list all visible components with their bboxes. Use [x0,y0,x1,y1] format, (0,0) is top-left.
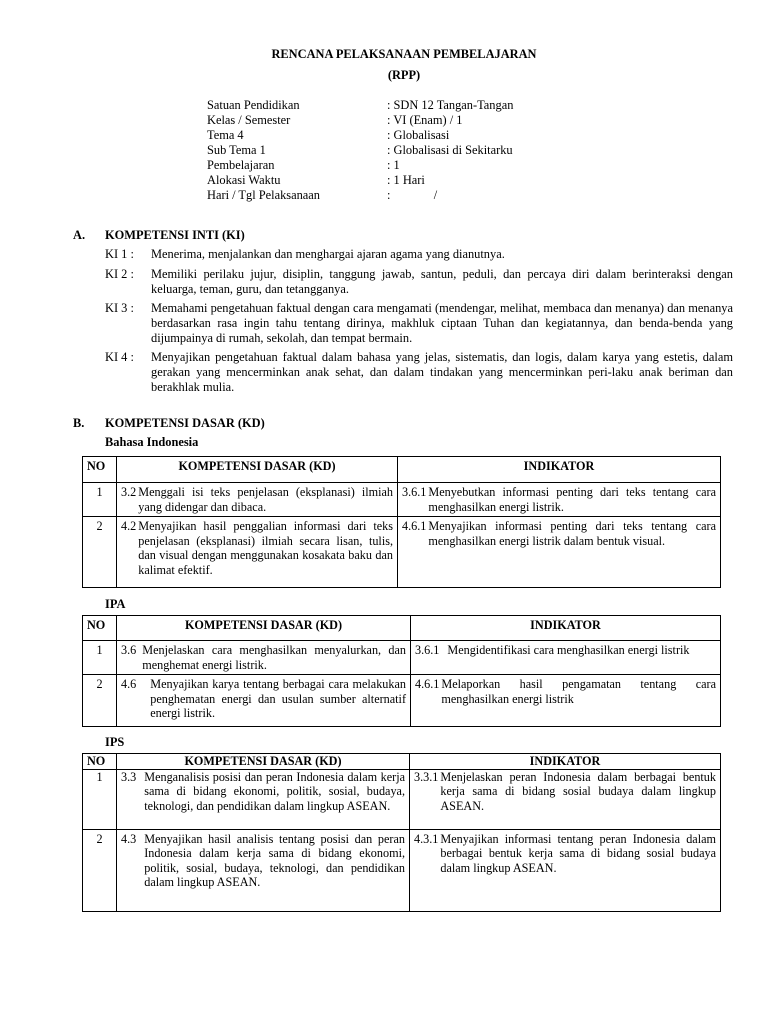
kd-table-bahasa-indonesia [82,456,721,588]
kd-text: Menganalisis posisi dan peran Indonesia dalam kerja sama di bidang ekonomi, politik, sosial, budaya, teknologi, dan pendidikan dalam lingkup ASEAN. [144,769,405,813]
identity-label: Alokasi Waktu [207,173,281,187]
table-header-row [83,616,721,641]
identity-value: : Globalisasi di Sekitarku [387,143,513,157]
ki-text: Memahami pengetahuan faktual dengan cara mengamati (mendengar, melihat, membaca dan menanya) dan menanya berdasarkan rasa ingin tahu tentang dirinya, makhluk ciptaan Tuhan dan kegiatannya, dan benda-benda yang dijumpainya di rumah, sekolah, dan tempat bermain. [151,301,733,345]
subject-title: IPS [105,735,125,749]
identity-value: : / [387,188,438,202]
subject-title: IPA [105,597,126,611]
table-row [83,483,721,517]
kd-cell [117,769,410,829]
kd-text: Menyajikan hasil analisis tentang posisi dan peran Indonesia dalam kerja sama di bidang ekonomi, politik, sosial, budaya, teknologi, dan pendidikan dalam lingkup ASEAN. [144,831,405,889]
identity-row [207,143,547,158]
ki-text: Memiliki perilaku jujur, disiplin, tanggung jawab, santun, peduli, dan percaya diri dalam berinteraksi dengan keluarga, teman, guru, dan tetangganya. [151,267,733,296]
indikator-text: Menyebutkan informasi penting dari teks tentang cara menghasilkan energi listrik. [428,485,716,514]
kd-text: Menyajikan hasil penggalian informasi dari teks penjelasan (eksplanasi) ilmiah secara lisan, tulis, dan visual dengan menggunakan kosakata baku dan kalimat efektif. [138,519,393,577]
ki-label: KI 2 : [105,267,134,281]
identity-label: Tema 4 [207,128,244,142]
header-kd: KOMPETENSI DASAR (KD) [117,616,411,641]
kd-cell [117,483,398,517]
kd-text: Menjelaskan cara menghasilkan menyalurkan, dan menghemat energi listrik. [142,643,406,672]
kd-number: 4.2 [121,519,137,533]
identity-value: : Globalisasi [387,128,450,142]
indikator-number: 3.6.1 [402,485,427,499]
indikator-text: Menyajikan informasi penting dari teks tentang cara menghasilkan energi listrik dalam bentuk visual. [428,519,716,548]
identity-row [207,188,547,203]
indikator-cell [411,675,721,727]
header-kd: KOMPETENSI DASAR (KD) [117,754,410,770]
indikator-cell [411,641,721,675]
section-a-letter: A. [73,228,86,242]
identity-value: : VI (Enam) / 1 [387,113,463,127]
row-no: 1 [83,483,117,517]
ki-label: KI 3 : [105,301,134,315]
indikator-number: 4.6.1 [415,677,440,691]
header-indikator: INDIKATOR [410,754,721,770]
identity-label: Hari / Tgl Pelaksanaan [207,188,320,202]
indikator-number: 3.3.1 [414,769,439,784]
identity-row [207,128,547,143]
ki-item [105,247,733,262]
kd-table-ips [82,753,721,912]
kd-number: 4.3 [121,831,137,846]
indikator-cell [398,483,721,517]
row-no: 1 [83,769,117,829]
indikator-text: Menyajikan informasi tentang peran Indonesia dalam berbagai bentuk kerja sama di bidang sosial budaya dalam lingkup ASEAN. [440,831,716,875]
ki-text: Menyajikan pengetahuan faktual dalam bahasa yang jelas, sistematis, dan logis, dalam karya yang estetis, dalam gerakan yang mencerminkan anak sehat, dan dalam tindakan yang mencerminkan peri-laku anak beriman dan berakhlak mulia. [151,350,733,394]
indikator-cell [410,769,721,829]
ki-item [105,301,733,346]
kd-cell [117,829,410,911]
kd-cell [117,675,411,727]
kd-table-ipa [82,615,721,727]
indikator-number: 4.6.1 [402,519,427,533]
indikator-cell [398,517,721,588]
kd-cell [117,517,398,588]
table-row [83,641,721,675]
row-no: 2 [83,829,117,911]
identity-value: : 1 [387,158,400,172]
identity-label: Pembelajaran [207,158,275,172]
indikator-cell [410,829,721,911]
ki-item [105,350,733,395]
ki-item [105,267,733,297]
kd-text: Menyajikan karya tentang berbagai cara melakukan penghematan energi dan usulan sumber alternatif energi listrik. [150,677,406,720]
indikator-number: 4.3.1 [414,831,439,846]
kd-number: 3.2 [121,485,137,499]
identity-row [207,173,547,188]
section-a-heading: KOMPETENSI INTI (KI) [105,228,245,242]
ki-label: KI 4 : [105,350,134,364]
identity-value: : SDN 12 Tangan-Tangan [387,98,514,112]
header-kd: KOMPETENSI DASAR (KD) [117,457,398,483]
table-header-row [83,754,721,770]
kd-number: 3.3 [121,769,137,784]
table-row [83,517,721,588]
header-indikator: INDIKATOR [398,457,721,483]
header-no: NO [83,754,117,770]
document-subtitle: (RPP) [387,68,421,82]
header-indikator: INDIKATOR [411,616,721,641]
kd-text: Menggali isi teks penjelasan (eksplanasi) ilmiah yang didengar dan dibaca. [138,485,393,514]
indikator-text: Mengidentifikasi cara menghasilkan energi listrik [447,643,690,657]
indikator-text: Melaporkan hasil pengamatan tentang cara menghasilkan energi listrik [441,677,716,706]
row-no: 2 [83,675,117,727]
header-no: NO [83,616,117,641]
kd-number: 3.6 [121,643,137,657]
header-no: NO [83,457,117,483]
table-row [83,829,721,911]
row-no: 2 [83,517,117,588]
identity-label: Sub Tema 1 [207,143,266,157]
identity-row [207,158,547,173]
ki-label: KI 1 : [105,247,134,261]
identity-value: : 1 Hari [387,173,425,187]
table-row [83,675,721,727]
identity-label: Kelas / Semester [207,113,291,127]
indikator-number: 3.6.1 [415,643,440,657]
section-b-heading: KOMPETENSI DASAR (KD) [105,416,265,430]
kd-number: 4.6 [121,677,137,691]
document-title: RENCANA PELAKSANAAN PEMBELAJARAN [271,47,537,61]
identity-row [207,113,547,128]
row-no: 1 [83,641,117,675]
identity-label: Satuan Pendidikan [207,98,300,112]
subject-title: Bahasa Indonesia [105,435,199,449]
identity-row [207,98,547,113]
table-row [83,769,721,829]
section-b-letter: B. [73,416,85,430]
ki-text: Menerima, menjalankan dan menghargai ajaran agama yang dianutnya. [151,247,505,261]
indikator-text: Menjelaskan peran Indonesia dalam berbagai bentuk kerja sama di bidang sosial budaya dalam lingkup ASEAN. [440,769,716,813]
kd-cell [117,641,411,675]
table-header-row [83,457,721,483]
